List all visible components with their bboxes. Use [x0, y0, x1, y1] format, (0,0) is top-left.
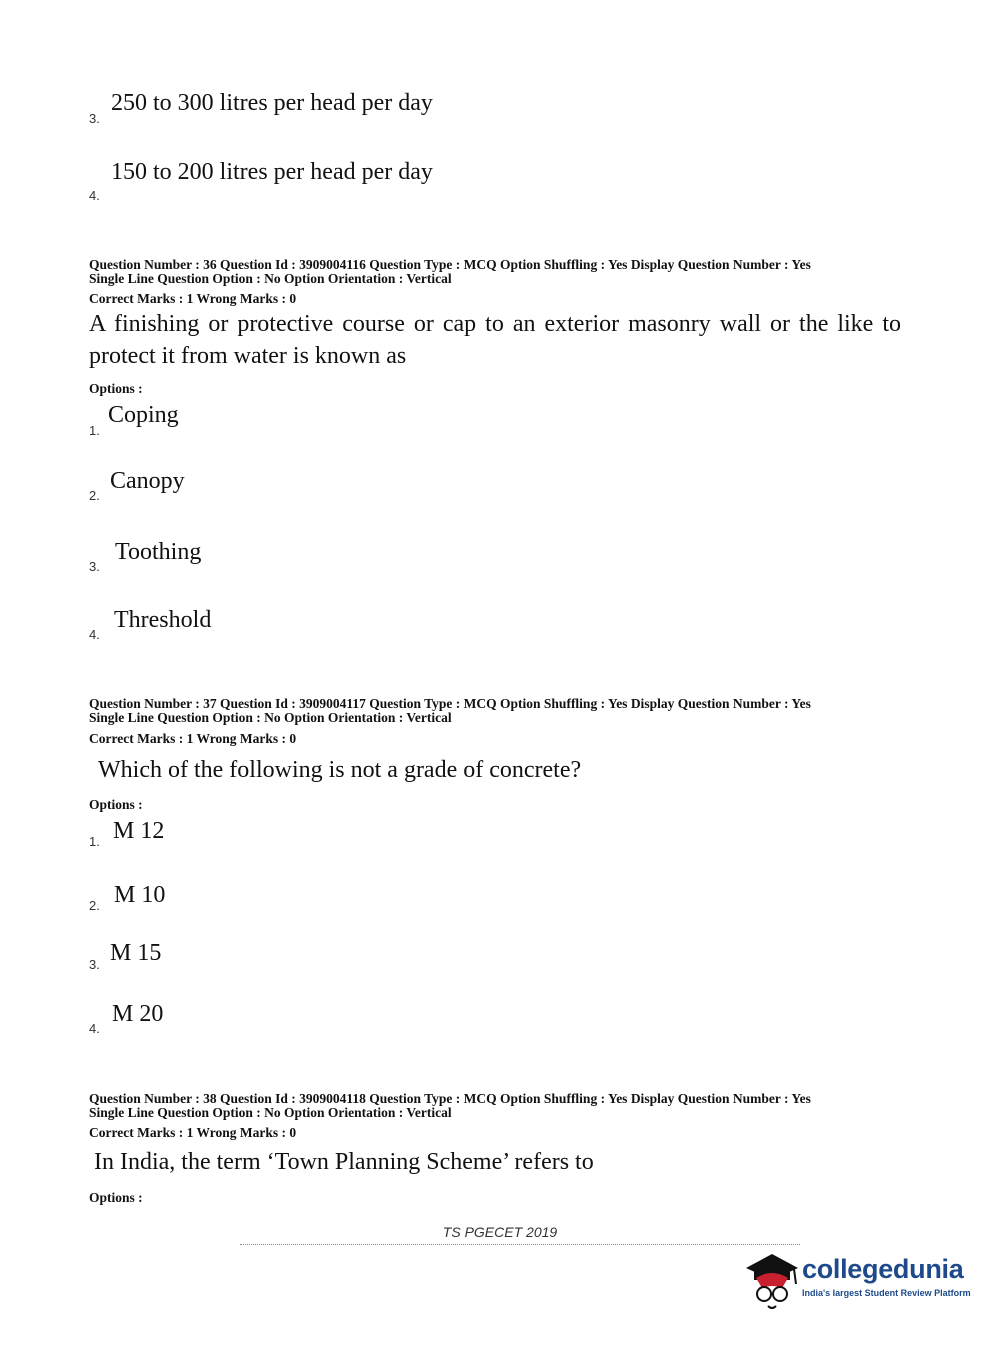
option-number: 4. — [89, 188, 100, 203]
question-text: In India, the term ‘Town Planning Scheme’ refers to — [94, 1149, 594, 1175]
graduate-mascot-icon — [742, 1248, 802, 1312]
question-meta-2: Single Line Question Option : No Option Orientation : Vertical — [89, 271, 452, 286]
brand-name: collegedunia — [802, 1254, 964, 1284]
option-text: M 10 — [114, 882, 166, 908]
option-text: M 12 — [113, 818, 165, 844]
footer-divider — [240, 1244, 800, 1245]
question-meta: Question Number : 38 Question Id : 3909004118 Question Type : MCQ Option Shuffling : Yes Display Question Number : Yes — [89, 1091, 811, 1106]
options-label: Options : — [89, 797, 143, 812]
question-marks: Correct Marks : 1 Wrong Marks : 0 — [89, 291, 297, 306]
brand-tagline: India's largest Student Review Platform — [802, 1288, 971, 1298]
question-meta: Question Number : 37 Question Id : 3909004117 Question Type : MCQ Option Shuffling : Yes Display Question Number : Yes — [89, 696, 811, 711]
options-label: Options : — [89, 381, 143, 396]
option-text: 150 to 200 litres per head per day — [111, 159, 433, 185]
option-number: 2. — [89, 898, 100, 913]
brand-watermark — [742, 1248, 972, 1308]
question-meta-2: Single Line Question Option : No Option Orientation : Vertical — [89, 1105, 452, 1120]
option-text: Threshold — [114, 607, 212, 633]
option-number: 1. — [89, 423, 100, 438]
question-text: Which of the following is not a grade of concrete? — [98, 757, 582, 783]
option-number: 3. — [89, 957, 100, 972]
option-number: 3. — [89, 559, 100, 574]
option-text: Toothing — [115, 539, 202, 565]
option-text: 250 to 300 litres per head per day — [111, 90, 433, 116]
option-text: M 20 — [112, 1001, 164, 1027]
page-footer: TS PGECET 2019 — [442, 1224, 558, 1240]
question-text: A finishing or protective course or cap to an exterior masonry wall or the like to protect it from water is known as — [89, 311, 901, 369]
option-number: 3. — [89, 111, 100, 126]
question-marks: Correct Marks : 1 Wrong Marks : 0 — [89, 731, 297, 746]
option-number: 4. — [89, 1021, 100, 1036]
option-text: Coping — [108, 402, 179, 428]
option-number: 1. — [89, 834, 100, 849]
question-marks: Correct Marks : 1 Wrong Marks : 0 — [89, 1125, 297, 1140]
option-number: 2. — [89, 488, 100, 503]
question-meta-2: Single Line Question Option : No Option Orientation : Vertical — [89, 710, 452, 725]
option-number: 4. — [89, 627, 100, 642]
option-text: Canopy — [110, 468, 185, 494]
option-text: M 15 — [110, 940, 162, 966]
question-meta: Question Number : 36 Question Id : 3909004116 Question Type : MCQ Option Shuffling : Yes Display Question Number : Yes — [89, 257, 811, 272]
options-label: Options : — [89, 1190, 143, 1205]
